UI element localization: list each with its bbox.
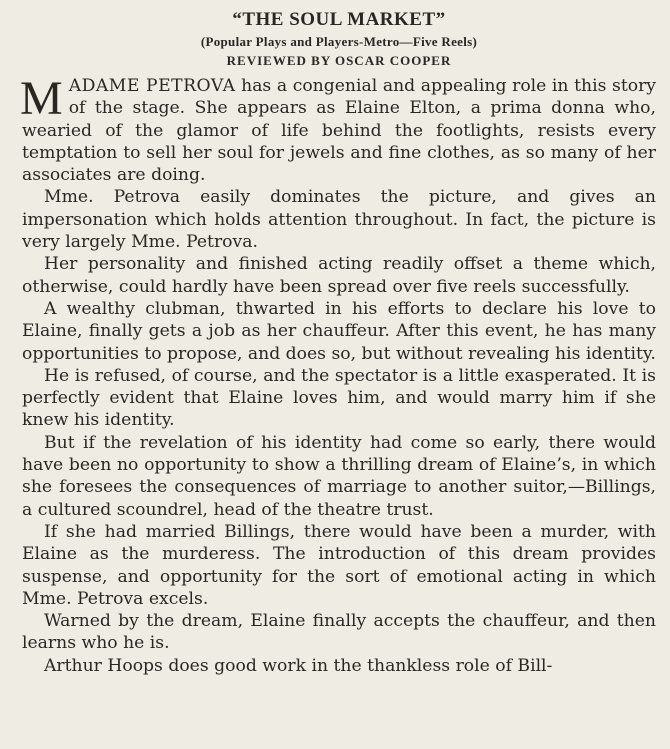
paragraph-9: Arthur Hoops does good work in the thankless role of Bill- xyxy=(44,655,553,676)
paragraph-3: Her personality and finished acting readily offset a theme which, otherwise, could hardly have been spread over five reels successfully. xyxy=(22,254,656,297)
paragraph-5: He is refused, of course, and the spectator is a little exasperated. It is perfectly evident that Elaine loves him, and would marry him if she knew his identity. xyxy=(22,365,656,431)
paragraph-4: A wealthy clubman, thwarted in his efforts to declare his love to Elaine, finally gets a job as her chauffeur. After this event, he has many opportunities to propose, and does so, but without revealing his identity. xyxy=(22,298,656,364)
paragraph-8: Warned by the dream, Elaine finally accepts the chauffeur, and then learns who he is. xyxy=(22,611,656,654)
paragraph-1 xyxy=(20,72,656,186)
drop-cap: M xyxy=(20,72,63,125)
opening-caps: ADAME PETROVA xyxy=(68,76,236,96)
article-byline: REVIEWED BY OSCAR COOPER xyxy=(226,53,452,68)
opening-text: has a congenial and appealing role in this story of the stage. She appears as Elaine Elton, a prima donna who, wearied of the glamor of life behind the footlights, resists every temptation to sell her soul for jewels and fine clothes, as so many of her associates are doing. xyxy=(22,76,656,186)
article-body xyxy=(20,72,656,677)
paragraph-2: Mme. Petrova easily dominates the picture, and gives an impersonation which holds attention throughout. In fact, the picture is very largely Mme. Petrova. xyxy=(22,187,656,253)
paragraph-6: But if the revelation of his identity had come so early, there would have been no opportunity to show a thrilling dream of Elaine’s, in which she foresees the consequences of marriage to another suitor,—Billings, a cultured scoundrel, head of the theatre trust. xyxy=(22,432,656,520)
paragraph-7: If she had married Billings, there would have been a murder, with Elaine as the murderess. The introduction of this dream provides suspense, and opportunity for the sort of emotional acting in which Mme. Petrova excels. xyxy=(22,521,656,609)
article-subtitle: (Popular Plays and Players-Metro—Five Reels) xyxy=(200,34,478,49)
article-title: “THE SOUL MARKET” xyxy=(232,9,446,30)
